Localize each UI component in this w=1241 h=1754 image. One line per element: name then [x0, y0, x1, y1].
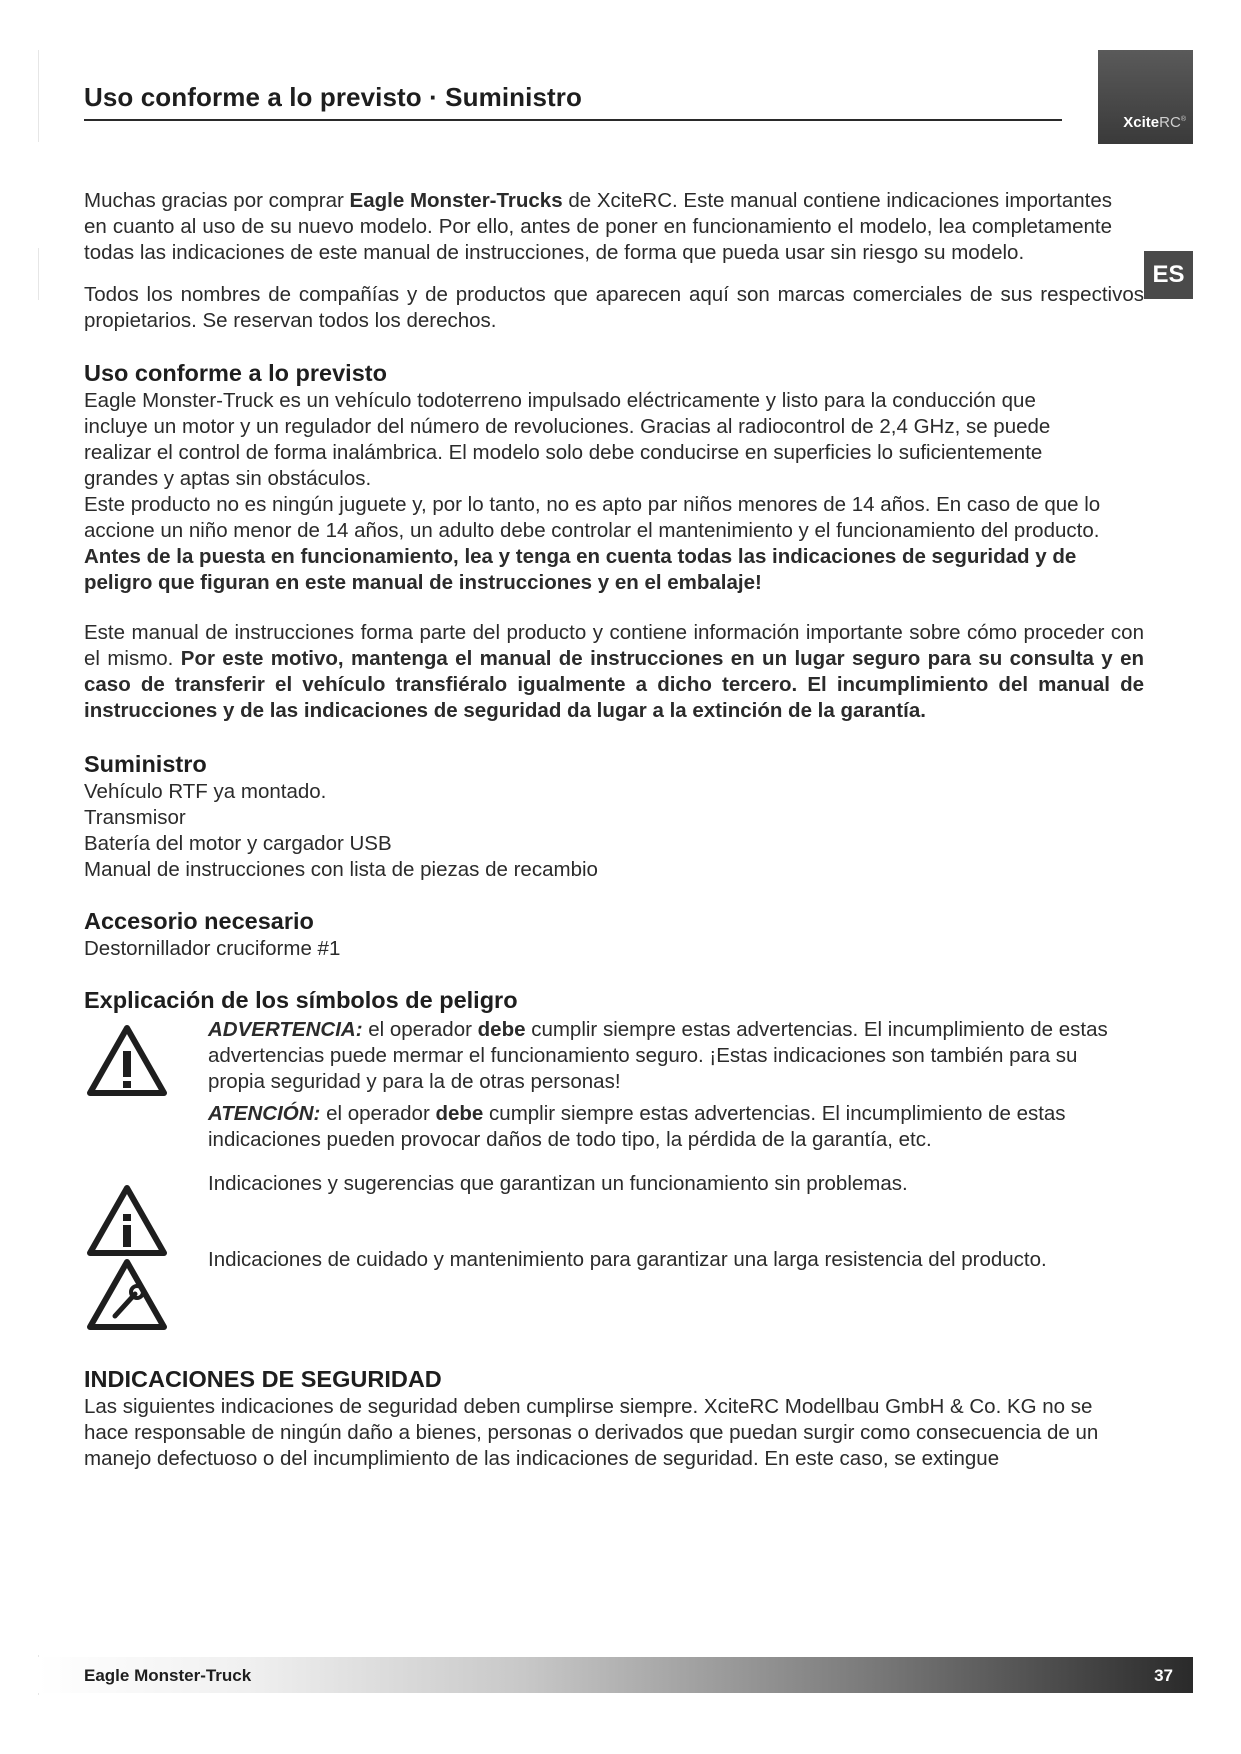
page-title: Uso conforme a lo previsto · Suministro	[84, 82, 582, 112]
maintenance-texts	[208, 1248, 1144, 1335]
simbolos-heading: Explicación de los símbolos de peligro	[84, 987, 518, 1013]
maintenance-icon-column	[84, 1261, 208, 1335]
seguridad-paragraph: Las siguientes indicaciones de seguridad deben cumplirse siempre. XciteRC Modellbau GmbH & Co. KG no se hace responsable de ningún daño a bienes, personas o derivados que puedan surgir como consecuencia de un manejo defectuoso o del incumplimiento de las indicaciones de seguridad. En este caso, se extingue	[84, 1395, 1099, 1470]
exclamation-triangle-icon	[84, 1021, 170, 1101]
accesorio-item: Destornillador cruciforme #1	[84, 937, 341, 960]
intro-paragraph: Muchas gracias por comprar Eagle Monster-Trucks de XciteRC. Este manual contiene indicaciones importantes en cuanto al uso de su nuevo modelo. Por ello, antes de poner en funcionamiento el modelo, lea completamente todas las indicaciones de este manual de instrucciones, de forma que pueda usar sin riesgo su modelo.	[84, 189, 1112, 264]
info-triangle-icon	[84, 1181, 170, 1261]
maintenance-paragraph: Indicaciones de cuidado y mantenimiento para garantizar una larga resistencia del producto.	[208, 1248, 1047, 1271]
uso-paragraph-2: Este producto no es ningún juguete y, por lo tanto, no es apto par niños menores de 14 años. En caso de que lo accione un niño menor de 14 años, un adulto debe controlar el mantenimiento y el funcionamiento del producto.	[84, 493, 1101, 542]
page-content	[84, 188, 1144, 1472]
uso-paragraph-4: Este manual de instrucciones forma parte del producto y contiene información importante sobre cómo proceder con el mismo. Por este motivo, mantenga el manual de instrucciones en un lugar seguro para su consulta y en caso de transferir el vehículo transfiéralo igualmente a dicho tercero. El incumplimiento del manual de instrucciones y de las indicaciones de seguridad da lugar a la extinción de la garantía.	[84, 621, 1145, 722]
footer-title: Eagle Monster-Truck	[84, 1666, 252, 1685]
info-icon-column	[84, 1171, 208, 1261]
accesorio-heading: Accesorio necesario	[84, 908, 314, 934]
suministro-item: Vehículo RTF ya montado.	[84, 780, 327, 803]
uso-heading: Uso conforme a lo previsto	[84, 360, 387, 386]
warning-paragraph: ADVERTENCIA: el operador debe cumplir siempre estas advertencias. El incumplimiento de estas advertencias puede mermar el funcionamiento seguro. ¡Estas indicaciones son también para su propia seguridad y para la de otras personas!	[208, 1018, 1108, 1093]
suministro-item: Batería del motor y cargador USB	[84, 832, 392, 855]
uso-paragraph-1: Eagle Monster-Truck es un vehículo todoterreno impulsado eléctricamente y listo para la conducción que incluye un motor y un regulador del número de revoluciones. Gracias al radiocontrol de 2,4 GHz, se puede realizar el control de forma inalámbrica. El modelo solo debe conducirse en superficies lo suficientemente grandes y aptas sin obstáculos.	[84, 389, 1051, 490]
warning-icon-column	[84, 1017, 208, 1153]
suministro-heading: Suministro	[84, 751, 207, 777]
page-number: 37	[1154, 1666, 1173, 1685]
title-rule	[84, 119, 1062, 121]
seguridad-heading: INDICACIONES DE SEGURIDAD	[84, 1366, 442, 1392]
uso-warning-bold: Antes de la puesta en funcionamiento, lea y tenga en cuenta todas las indicaciones de seguridad y de peligro que figuran en este manual de instrucciones y en el embalaje!	[84, 545, 1077, 594]
language-badge: ES	[1144, 251, 1193, 299]
footer-bar	[38, 1657, 1193, 1693]
warning-texts	[208, 1017, 1144, 1153]
suministro-item: Transmisor	[84, 806, 186, 829]
brand-box	[1098, 50, 1193, 144]
hazard-maintenance-block	[84, 1248, 1144, 1335]
margin-line-top	[38, 50, 39, 142]
caution-paragraph: ATENCIÓN: el operador debe cumplir siempre estas advertencias. El incumplimiento de estas indicaciones pueden provocar daños de todo tipo, la pérdida de la garantía, etc.	[208, 1102, 1066, 1151]
hazard-warning-block	[84, 1017, 1144, 1153]
margin-line-mid	[38, 248, 39, 300]
suministro-item: Manual de instrucciones con lista de piezas de recambio	[84, 858, 598, 881]
wrench-triangle-icon	[84, 1255, 170, 1335]
brand-logo: XciteRC®	[1123, 114, 1186, 131]
trademark-paragraph: Todos los nombres de compañías y de productos que aparecen aquí son marcas comerciales de sus respectivos propietarios. Se reservan todos los derechos.	[84, 283, 1144, 332]
info-paragraph: Indicaciones y sugerencias que garantizan un funcionamiento sin problemas.	[208, 1172, 908, 1195]
